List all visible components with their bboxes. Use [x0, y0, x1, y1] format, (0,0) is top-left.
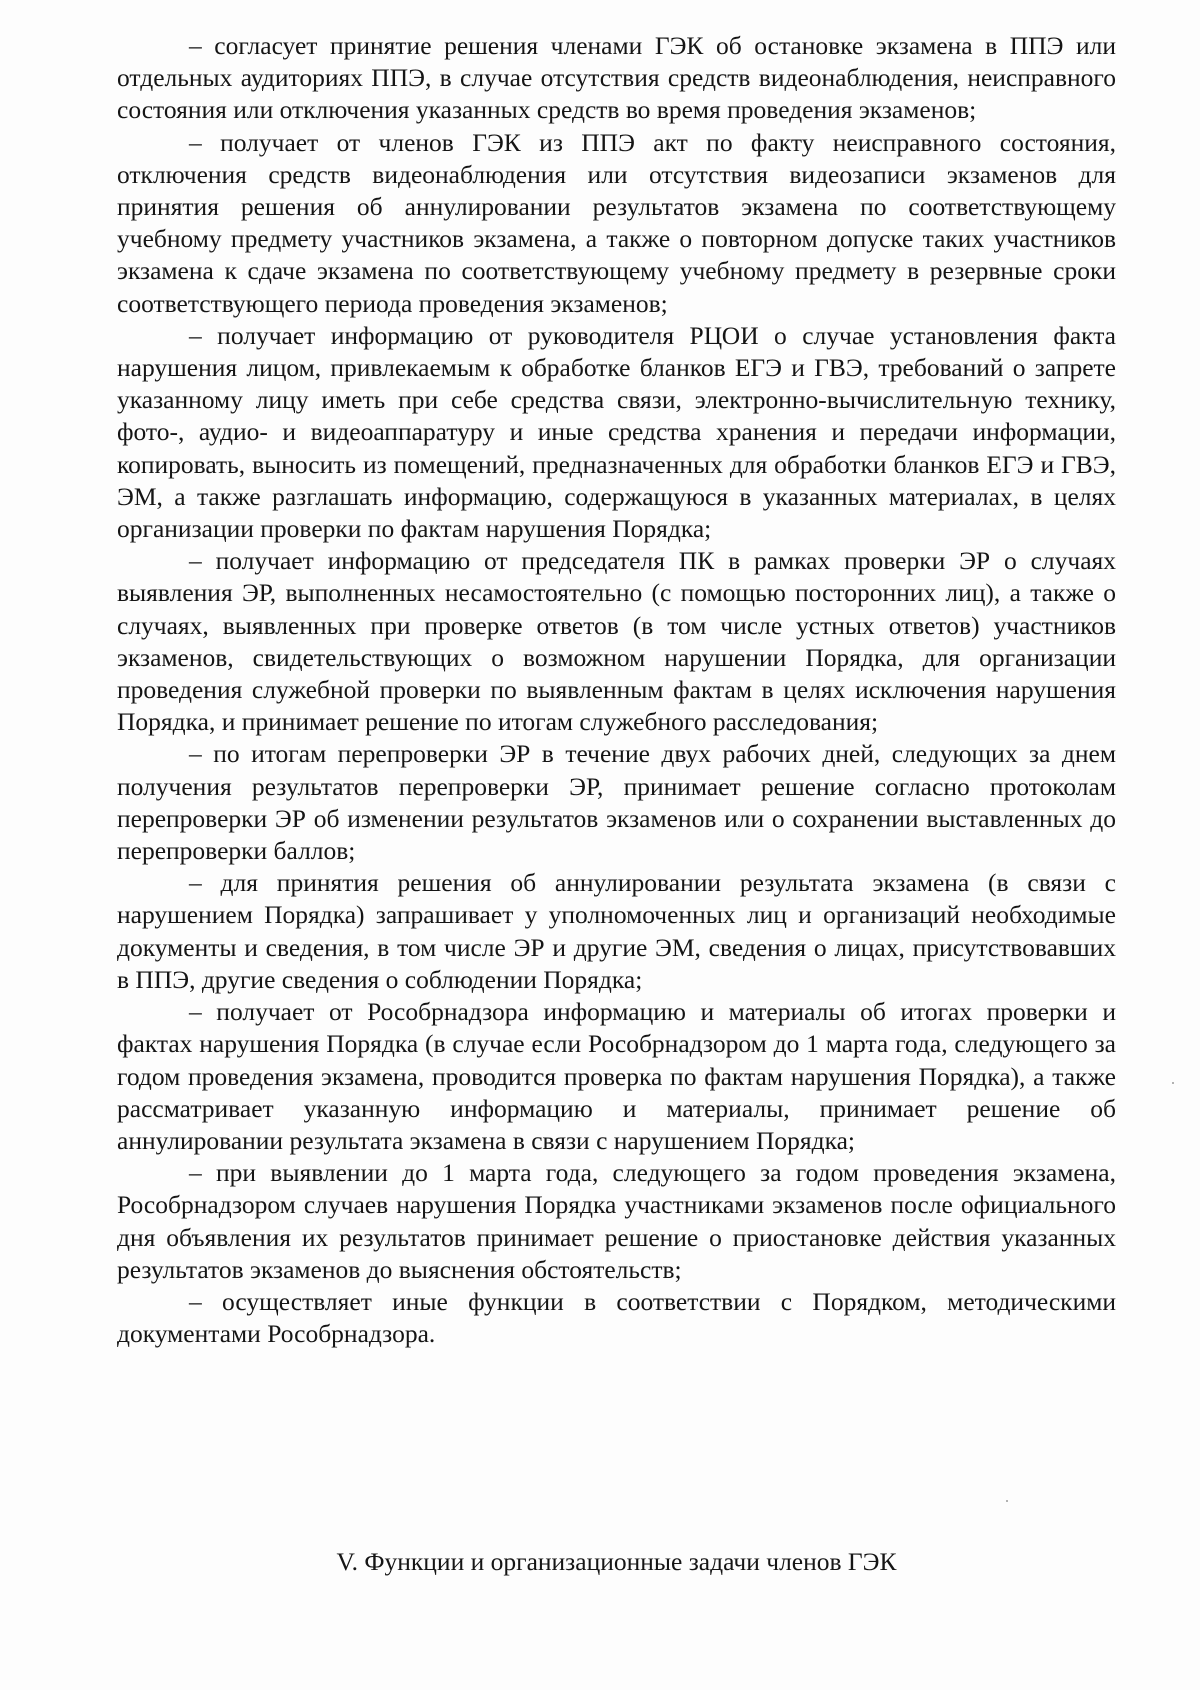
paragraph-9: – осуществляет иные функции в соответствии с Порядком, методическими документами Рособрнадзора.	[117, 1286, 1116, 1349]
scan-speck	[1172, 1082, 1174, 1084]
paragraph-2: – получает от членов ГЭК из ППЭ акт по факту неисправного состояния, отключения средств видеонаблюдения или отсутствия видеозаписи экзаменов для принятия решения об аннулировании результатов экзамена по соответствующему учебному предмету участников экзамена, а также о повторном допуске таких участников экзамена к сдаче экзамена по соответствующему учебному предмету в резервные сроки соответствующего периода проведения экзаменов;	[117, 127, 1116, 318]
paragraph-8: – при выявлении до 1 марта года, следующего за годом проведения экзамена, Рособрнадзором случаев нарушения Порядка участниками экзаменов после официального дня объявления их результатов принимает решение о приостановке действия указанных результатов экзаменов до выяснения обстоятельств;	[117, 1158, 1116, 1284]
paragraph-6: – для принятия решения об аннулировании результата экзамена (в связи с нарушением Порядка) запрашивает у уполномоченных лиц и организаций необходимые документы и сведения, в том числе ЭР и другие ЭМ, сведения о лицах, присутствовавших в ППЭ, другие сведения о соблюдении Порядка;	[117, 868, 1116, 994]
paragraph-4: – получает информацию от председателя ПК в рамках проверки ЭР о случаях выявления ЭР, выполненных несамостоятельно (с помощью посторонних лиц), а также о случаях, выявленных при проверке ответов (в том числе устных ответов) участников экзаменов, свидетельствующих о возможном нарушении Порядка, для организации проведения служебной проверки по выявленным фактам в целях исключения нарушения Порядка, и принимает решение по итогам служебного расследования;	[117, 546, 1116, 737]
paragraph-5: – по итогам перепроверки ЭР в течение двух рабочих дней, следующих за днем получения результатов перепроверки ЭР, принимает решение согласно протоколам перепроверки ЭР об изменении результатов экзаменов или о сохранении выставленных до перепроверки баллов;	[117, 739, 1116, 866]
scan-speck	[1006, 1500, 1008, 1502]
document-body	[117, 30, 1116, 1350]
paragraph-1: – согласует принятие решения членами ГЭК об остановке экзамена в ППЭ или отдельных аудиториях ППЭ, в случае отсутствия средств видеонаблюдения, неисправного состояния или отключения указанных средств во время проведения экзаменов;	[117, 31, 1116, 125]
section-heading: V. Функции и организационные задачи членов ГЭК	[336, 1547, 897, 1576]
paragraph-3: – получает информацию от руководителя РЦОИ о случае установления факта нарушения лицом, привлекаемым к обработке бланков ЕГЭ и ГВЭ, требований о запрете указанному лицу иметь при себе средства связи, электронно-вычислительную технику, фото-, аудио- и видеоаппаратуру и иные средства хранения и передачи информации, копировать, выносить из помещений, предназначенных для обработки бланков ЕГЭ и ГВЭ, ЭМ, а также разглашать информацию, содержащуюся в указанных материалах, в целях организации проверки по фактам нарушения Порядка;	[117, 320, 1116, 544]
paragraph-7: – получает от Рособрнадзора информацию и материалы об итогах проверки и фактах нарушения Порядка (в случае если Рособрнадзором до 1 марта года, следующего за годом проведения экзамена, проводится проверка по фактам нарушения Порядка), а также рассматривает указанную информацию и материалы, принимает решение об аннулировании результата экзамена в связи с нарушением Порядка;	[117, 997, 1116, 1155]
